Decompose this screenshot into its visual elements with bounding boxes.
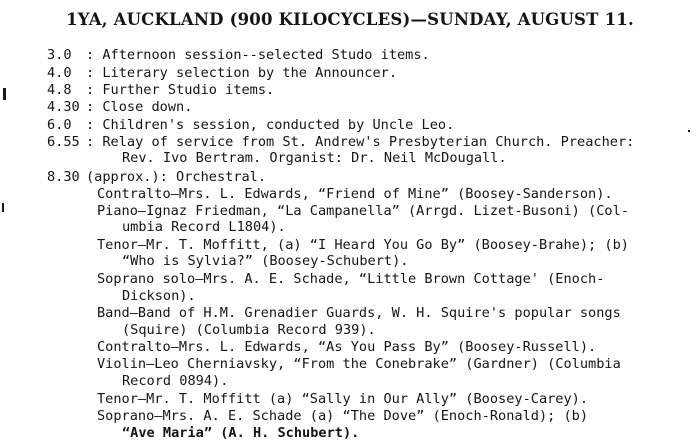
programme-line: “Who is Sylvia?” (Boosey-Schubert).: [122, 253, 409, 269]
programme-line: “Ave Maria” (A. H. Schubert).: [122, 425, 360, 441]
schedule-time: 3.0: [47, 47, 72, 63]
schedule-text: (approx.): Orchestral.: [86, 169, 267, 185]
programme-line: Soprano solo—Mrs. A. E. Schade, “Little Brown Cottage' (Enoch-: [97, 271, 605, 287]
programme-line: Violin—Leo Cherniavsky, “From the Conebrake” (Gardner) (Columbia: [97, 356, 621, 372]
schedule-time: 6.55: [47, 134, 80, 150]
programme-line: Dickson).: [122, 288, 196, 304]
scan-mark: [3, 88, 6, 100]
programme-line: umbia Record L1804).: [122, 219, 286, 235]
schedule-time: 4.30: [47, 99, 80, 115]
schedule-text: : Children's session, conducted by Uncle Leo.: [86, 117, 455, 133]
programme-line: Contralto—Mrs. L. Edwards, “As You Pass By” (Boosey-Russell).: [97, 339, 597, 355]
programme-line: Contralto—Mrs. L. Edwards, “Friend of Mine” (Boosey-Sanderson).: [97, 186, 613, 202]
page-heading: 1YA, AUCKLAND (900 KILOCYCLES)—SUNDAY, AUGUST 11.: [66, 10, 634, 29]
scan-mark: [2, 203, 4, 212]
schedule-text: : Close down.: [86, 99, 193, 115]
programme-line: Band—Band of H.M. Grenadier Guards, W. H. Squire's popular songs: [97, 305, 621, 321]
schedule-text: : Afternoon session--selected Studo items.: [86, 47, 430, 63]
programme-line: Record 0894).: [122, 373, 229, 389]
programme-line: Tenor—Mr. T. Moffitt, (a) “I Heard You Go By” (Boosey-Brahe); (b): [97, 237, 629, 253]
scan-mark: [688, 130, 690, 132]
schedule-time: 4.8: [47, 82, 72, 98]
schedule-time: 4.0: [47, 65, 72, 81]
schedule-time: 6.0: [47, 117, 72, 133]
schedule-time: 8.30: [47, 169, 80, 185]
programme-line: (Squire) (Columbia Record 939).: [122, 322, 376, 338]
programme-line: Soprano—Mrs. A. E. Schade (a) “The Dove” (Enoch-Ronald); (b): [97, 408, 589, 424]
programme-line: Tenor—Mr. T. Moffitt (a) “Sally in Our Ally” (Boosey-Carey).: [97, 391, 589, 407]
schedule-text: : Literary selection by the Announcer.: [86, 65, 397, 81]
programme-line: Piano—Ignaz Friedman, “La Campanella” (Arrgd. Lizet-Busoni) (Col-: [97, 203, 629, 219]
schedule-text: : Relay of service from St. Andrew's Presbyterian Church. Preacher:: [86, 134, 635, 150]
schedule-text-continuation: Rev. Ivo Bertram. Organist: Dr. Neil McDougall.: [122, 150, 507, 166]
schedule-text: : Further Studio items.: [86, 82, 275, 98]
